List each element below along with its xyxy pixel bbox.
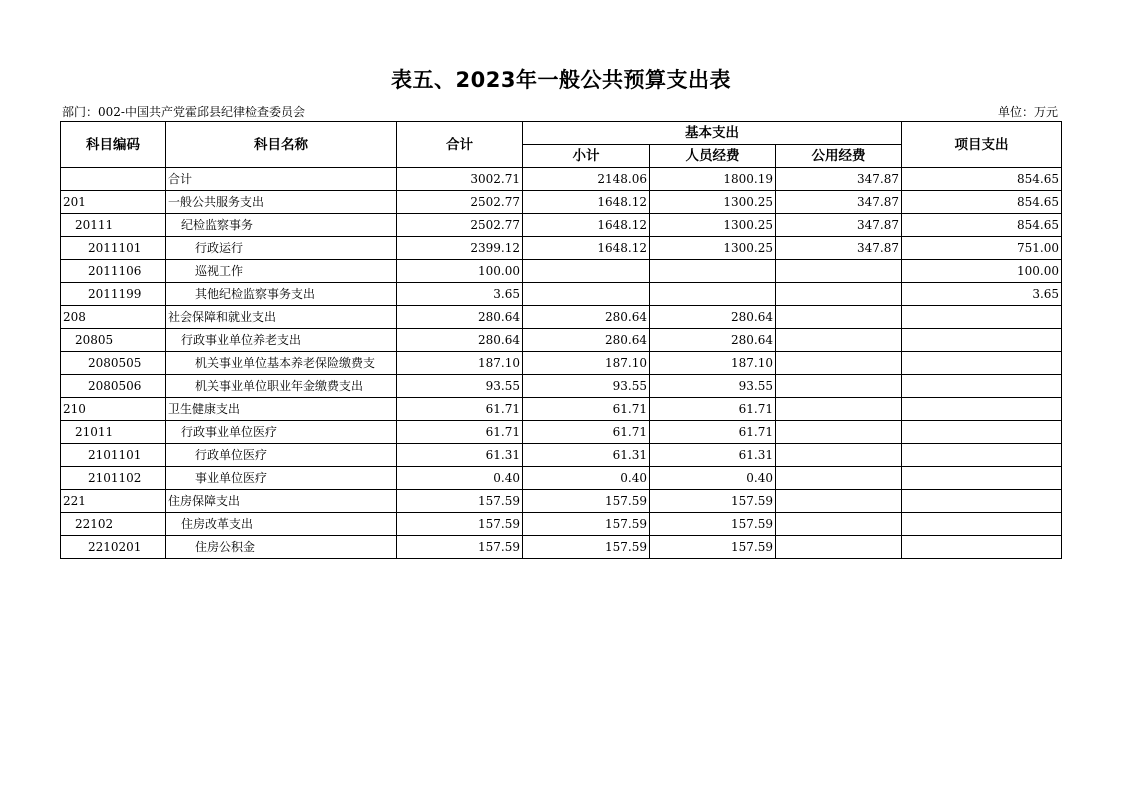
cell-name: 行政事业单位医疗 <box>166 421 397 444</box>
cell-personnel: 157.59 <box>650 536 776 559</box>
cell-project <box>902 375 1062 398</box>
cell-subtotal: 157.59 <box>523 490 650 513</box>
cell-code: 2080505 <box>61 352 166 375</box>
cell-public: 347.87 <box>776 168 902 191</box>
cell-project <box>902 490 1062 513</box>
cell-name: 合计 <box>166 168 397 191</box>
cell-public <box>776 467 902 490</box>
cell-project: 751.00 <box>902 237 1062 260</box>
cell-name: 机关事业单位职业年金缴费支出 <box>166 375 397 398</box>
cell-total: 2502.77 <box>397 191 523 214</box>
cell-public <box>776 329 902 352</box>
cell-public <box>776 260 902 283</box>
cell-name: 事业单位医疗 <box>166 467 397 490</box>
cell-name: 其他纪检监察事务支出 <box>166 283 397 306</box>
table-row <box>61 421 1062 444</box>
cell-personnel: 280.64 <box>650 329 776 352</box>
cell-total: 0.40 <box>397 467 523 490</box>
table-row <box>61 283 1062 306</box>
cell-code: 21011 <box>61 421 166 444</box>
cell-name: 机关事业单位基本养老保险缴费支 <box>166 352 397 375</box>
cell-project <box>902 467 1062 490</box>
cell-project: 854.65 <box>902 191 1062 214</box>
cell-project <box>902 421 1062 444</box>
cell-name: 卫生健康支出 <box>166 398 397 421</box>
budget-table <box>60 121 1062 559</box>
cell-personnel: 280.64 <box>650 306 776 329</box>
cell-total: 100.00 <box>397 260 523 283</box>
table-row <box>61 168 1062 191</box>
cell-personnel: 93.55 <box>650 375 776 398</box>
cell-code: 210 <box>61 398 166 421</box>
table-row <box>61 444 1062 467</box>
cell-personnel: 0.40 <box>650 467 776 490</box>
table-row <box>61 329 1062 352</box>
cell-project: 854.65 <box>902 168 1062 191</box>
cell-personnel: 61.71 <box>650 398 776 421</box>
cell-total: 280.64 <box>397 306 523 329</box>
cell-subtotal: 0.40 <box>523 467 650 490</box>
cell-subtotal: 1648.12 <box>523 237 650 260</box>
cell-project: 3.65 <box>902 283 1062 306</box>
table-row <box>61 191 1062 214</box>
cell-personnel: 1300.25 <box>650 237 776 260</box>
table-row <box>61 260 1062 283</box>
cell-code: 201 <box>61 191 166 214</box>
cell-personnel: 1300.25 <box>650 191 776 214</box>
cell-code: 2011101 <box>61 237 166 260</box>
header-total: 合计 <box>397 122 523 168</box>
cell-subtotal: 93.55 <box>523 375 650 398</box>
cell-code: 22102 <box>61 513 166 536</box>
cell-public: 347.87 <box>776 214 902 237</box>
cell-public <box>776 444 902 467</box>
table-row <box>61 237 1062 260</box>
cell-project: 100.00 <box>902 260 1062 283</box>
cell-code: 2011106 <box>61 260 166 283</box>
unit-label: 单位：万元 <box>997 105 1058 119</box>
cell-public <box>776 490 902 513</box>
cell-code: 221 <box>61 490 166 513</box>
cell-code: 2011199 <box>61 283 166 306</box>
table-body <box>61 168 1062 559</box>
cell-public <box>776 352 902 375</box>
cell-total: 157.59 <box>397 490 523 513</box>
cell-personnel <box>650 283 776 306</box>
cell-subtotal: 61.71 <box>523 421 650 444</box>
table-row <box>61 352 1062 375</box>
cell-subtotal: 157.59 <box>523 536 650 559</box>
cell-personnel: 187.10 <box>650 352 776 375</box>
cell-public <box>776 283 902 306</box>
cell-total: 280.64 <box>397 329 523 352</box>
page-title: 表五、2023年一般公共预算支出表 <box>391 68 731 92</box>
cell-subtotal: 280.64 <box>523 329 650 352</box>
cell-code: 2101102 <box>61 467 166 490</box>
cell-project: 854.65 <box>902 214 1062 237</box>
cell-subtotal: 61.71 <box>523 398 650 421</box>
cell-public: 347.87 <box>776 237 902 260</box>
cell-total: 2399.12 <box>397 237 523 260</box>
cell-total: 61.31 <box>397 444 523 467</box>
cell-project <box>902 398 1062 421</box>
cell-code: 208 <box>61 306 166 329</box>
cell-public <box>776 421 902 444</box>
cell-total: 3.65 <box>397 283 523 306</box>
cell-code <box>61 168 166 191</box>
cell-public <box>776 375 902 398</box>
cell-code: 20805 <box>61 329 166 352</box>
cell-name: 巡视工作 <box>166 260 397 283</box>
header-public: 公用经费 <box>776 145 902 168</box>
cell-total: 61.71 <box>397 421 523 444</box>
cell-personnel: 157.59 <box>650 490 776 513</box>
cell-public: 347.87 <box>776 191 902 214</box>
cell-code: 2210201 <box>61 536 166 559</box>
cell-code: 2101101 <box>61 444 166 467</box>
cell-subtotal: 2148.06 <box>523 168 650 191</box>
table-row <box>61 536 1062 559</box>
header-code: 科目编码 <box>61 122 166 168</box>
cell-subtotal: 187.10 <box>523 352 650 375</box>
cell-total: 157.59 <box>397 536 523 559</box>
cell-name: 住房保障支出 <box>166 490 397 513</box>
cell-public <box>776 513 902 536</box>
cell-total: 2502.77 <box>397 214 523 237</box>
cell-project <box>902 513 1062 536</box>
cell-name: 住房改革支出 <box>166 513 397 536</box>
cell-subtotal <box>523 260 650 283</box>
department-label: 部门：002-中国共产党霍邱县纪律检查委员会 <box>62 105 305 119</box>
cell-personnel: 61.31 <box>650 444 776 467</box>
cell-name: 社会保障和就业支出 <box>166 306 397 329</box>
cell-total: 157.59 <box>397 513 523 536</box>
cell-subtotal: 61.31 <box>523 444 650 467</box>
cell-public <box>776 398 902 421</box>
header-subtotal: 小计 <box>523 145 650 168</box>
cell-project <box>902 352 1062 375</box>
cell-code: 20111 <box>61 214 166 237</box>
cell-subtotal: 280.64 <box>523 306 650 329</box>
header-personnel: 人员经费 <box>650 145 776 168</box>
cell-total: 93.55 <box>397 375 523 398</box>
header-project: 项目支出 <box>902 122 1062 168</box>
cell-total: 61.71 <box>397 398 523 421</box>
cell-personnel: 61.71 <box>650 421 776 444</box>
cell-name: 纪检监察事务 <box>166 214 397 237</box>
table-header <box>61 122 1062 168</box>
table-row <box>61 214 1062 237</box>
table-row <box>61 306 1062 329</box>
table-row <box>61 513 1062 536</box>
table-row <box>61 467 1062 490</box>
cell-project <box>902 306 1062 329</box>
cell-name: 住房公积金 <box>166 536 397 559</box>
table-row <box>61 375 1062 398</box>
cell-subtotal: 1648.12 <box>523 191 650 214</box>
cell-name: 行政运行 <box>166 237 397 260</box>
header-name: 科目名称 <box>166 122 397 168</box>
cell-total: 3002.71 <box>397 168 523 191</box>
cell-personnel: 1300.25 <box>650 214 776 237</box>
cell-personnel: 1800.19 <box>650 168 776 191</box>
table-row <box>61 490 1062 513</box>
cell-name: 行政单位医疗 <box>166 444 397 467</box>
cell-project <box>902 536 1062 559</box>
cell-public <box>776 536 902 559</box>
cell-code: 2080506 <box>61 375 166 398</box>
cell-name: 一般公共服务支出 <box>166 191 397 214</box>
cell-personnel <box>650 260 776 283</box>
cell-total: 187.10 <box>397 352 523 375</box>
cell-subtotal <box>523 283 650 306</box>
table-row <box>61 398 1062 421</box>
cell-public <box>776 306 902 329</box>
header-basic: 基本支出 <box>523 122 902 145</box>
cell-subtotal: 157.59 <box>523 513 650 536</box>
cell-name: 行政事业单位养老支出 <box>166 329 397 352</box>
cell-subtotal: 1648.12 <box>523 214 650 237</box>
cell-personnel: 157.59 <box>650 513 776 536</box>
cell-project <box>902 444 1062 467</box>
cell-project <box>902 329 1062 352</box>
